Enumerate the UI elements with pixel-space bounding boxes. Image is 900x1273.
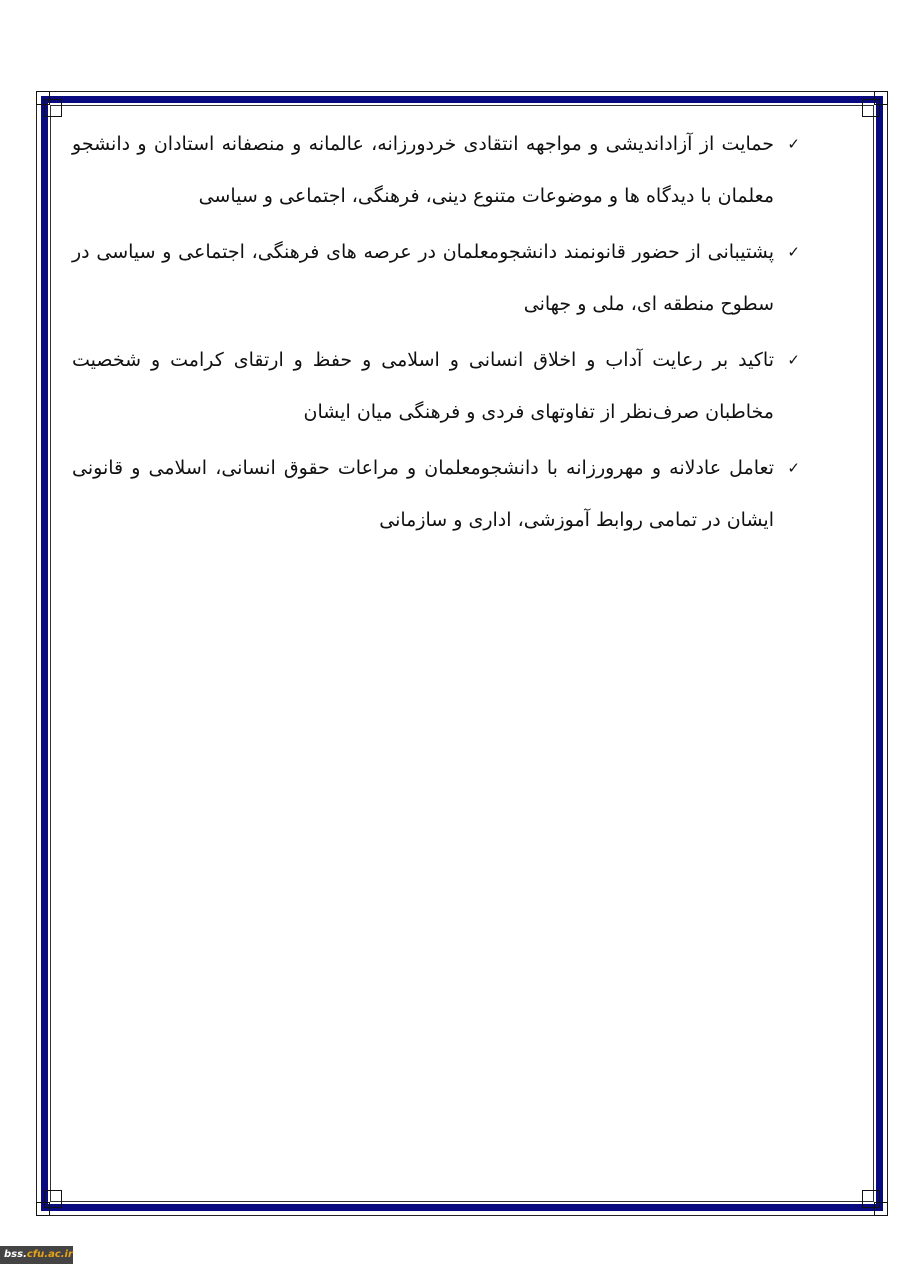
check-mark-icon: ✓ [787,135,800,153]
list-item-text: تعامل عادلانه و مهرورزانه با دانشجومعلمان و مراعات حقوق انسانی، اسلامی و قانونی ایشان در تمامی روابط آموزشی، اداری و سازمانی [72,457,774,531]
corner-ornament-top-left-inner [44,99,62,117]
document-body [72,118,800,550]
list-item [72,334,800,438]
list-item [72,118,800,222]
check-mark-icon: ✓ [787,459,800,477]
list-item [72,226,800,330]
list-item-text: حمایت از آزاداندیشی و مواجهه انتقادی خردورزانه، عالمانه و منصفانه استادان و دانشجو معلمان با دیدگاه ها و موضوعات متنوع دینی، فرهنگی، اجتماعی و سیاسی [72,133,774,207]
check-mark-icon: ✓ [787,351,800,369]
list-item-text: تاکید بر رعایت آداب و اخلاق انسانی و اسلامی و حفظ و ارتقای کرامت و شخصیت مخاطبان صرف‌نظر از تفاوتهای فردی و فرهنگی میان ایشان [72,349,774,423]
site-watermark [0,1246,73,1264]
watermark-prefix: bss. [4,1249,27,1260]
corner-ornament-bottom-left-inner [44,1190,62,1208]
list-item-text: پشتیبانی از حضور قانونمند دانشجومعلمان در عرصه های فرهنگی، اجتماعی و سیاسی در سطوح منطقه ای، ملی و جهانی [72,241,774,315]
corner-ornament-bottom-right-inner [862,1190,880,1208]
list-item [72,442,800,546]
watermark-domain: cfu.ac.ir [26,1249,73,1260]
corner-ornament-top-right-inner [862,99,880,117]
check-mark-icon: ✓ [787,243,800,261]
